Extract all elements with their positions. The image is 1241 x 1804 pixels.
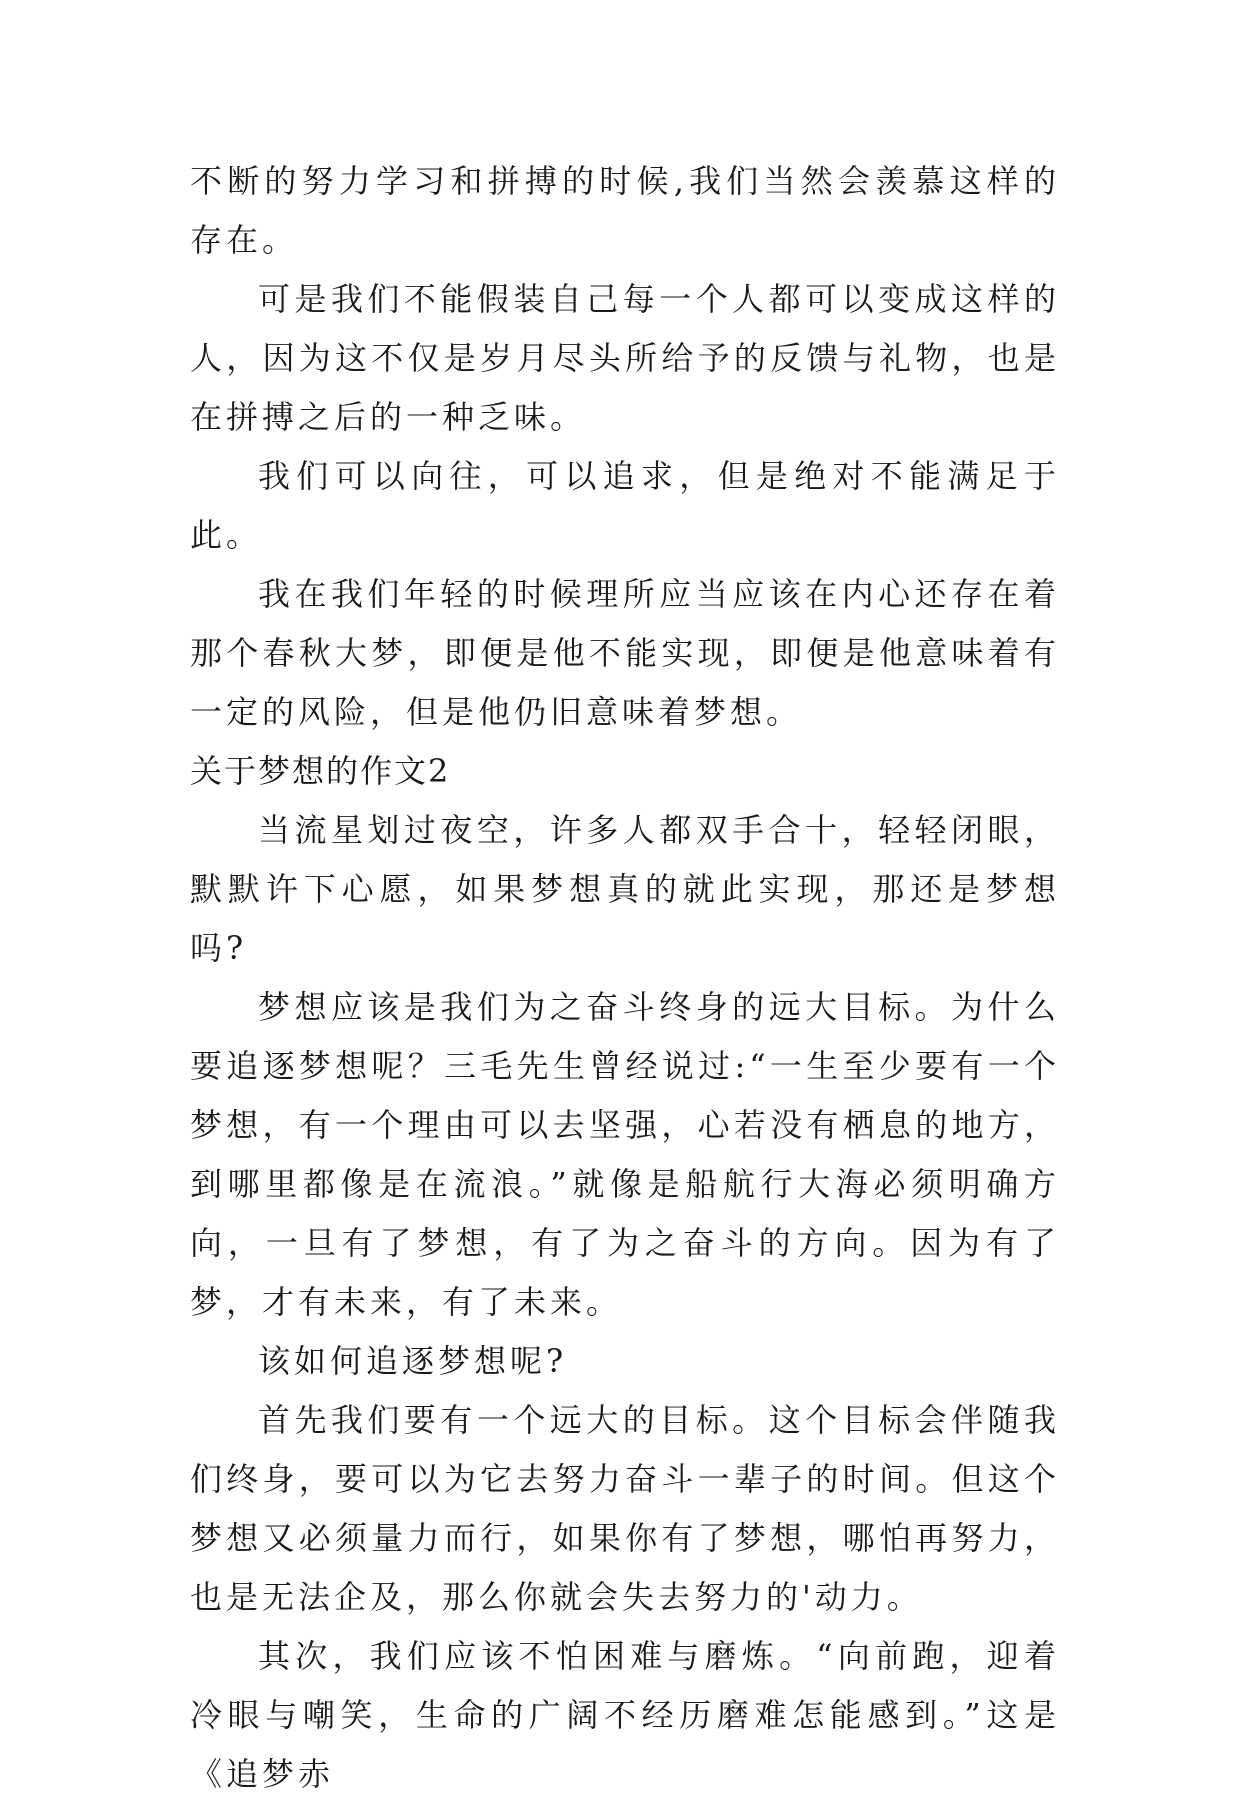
document-body	[190, 152, 1060, 1804]
paragraph-5: 当流星划过夜空，许多人都双手合十，轻轻闭眼，默默许下心愿，如果梦想真的就此实现，那还是梦想吗?	[190, 811, 1060, 967]
paragraph-4: 我在我们年轻的时候理所应当应该在内心还存在着那个春秋大梦，即便是他不能实现，即便是他意味着有一定的风险，但是他仍旧意味着梦想。	[190, 575, 1060, 731]
paragraph-3: 我们可以向往，可以追求，但是绝对不能满足于此。	[190, 457, 1060, 554]
paragraph-1: 不断的努力学习和拼搏的时候,我们当然会羡慕这样的存在。	[190, 162, 1060, 259]
paragraph-9: 其次，我们应该不怕困难与磨炼。“向前跑，迎着冷眼与嘲笑，生命的广阔不经历磨难怎能感到。”这是《追梦赤	[190, 1637, 1060, 1793]
paragraph-7: 该如何追逐梦想呢?	[258, 1342, 568, 1380]
paragraph-8: 首先我们要有一个远大的目标。这个目标会伴随我们终身，要可以为它去努力奋斗一辈子的时间。但这个梦想又必须量力而行，如果你有了梦想，哪怕再努力，也是无法企及，那么你就会失去努力的'动力。	[190, 1401, 1060, 1616]
paragraph-6: 梦想应该是我们为之奋斗终身的远大目标。为什么要追逐梦想呢？三毛先生曾经说过:“一生至少要有一个梦想，有一个理由可以去坚强，心若没有栖息的地方，到哪里都像是在流浪。”就像是船航行大海必须明确方向，一旦有了梦想，有了为之奋斗的方向。因为有了梦，才有未来，有了未来。	[190, 988, 1060, 1321]
section-heading: 关于梦想的作文2	[190, 752, 451, 790]
paragraph-2: 可是我们不能假装自己每一个人都可以变成这样的人，因为这不仅是岁月尽头所给予的反馈与礼物，也是在拼搏之后的一种乏味。	[190, 280, 1060, 436]
